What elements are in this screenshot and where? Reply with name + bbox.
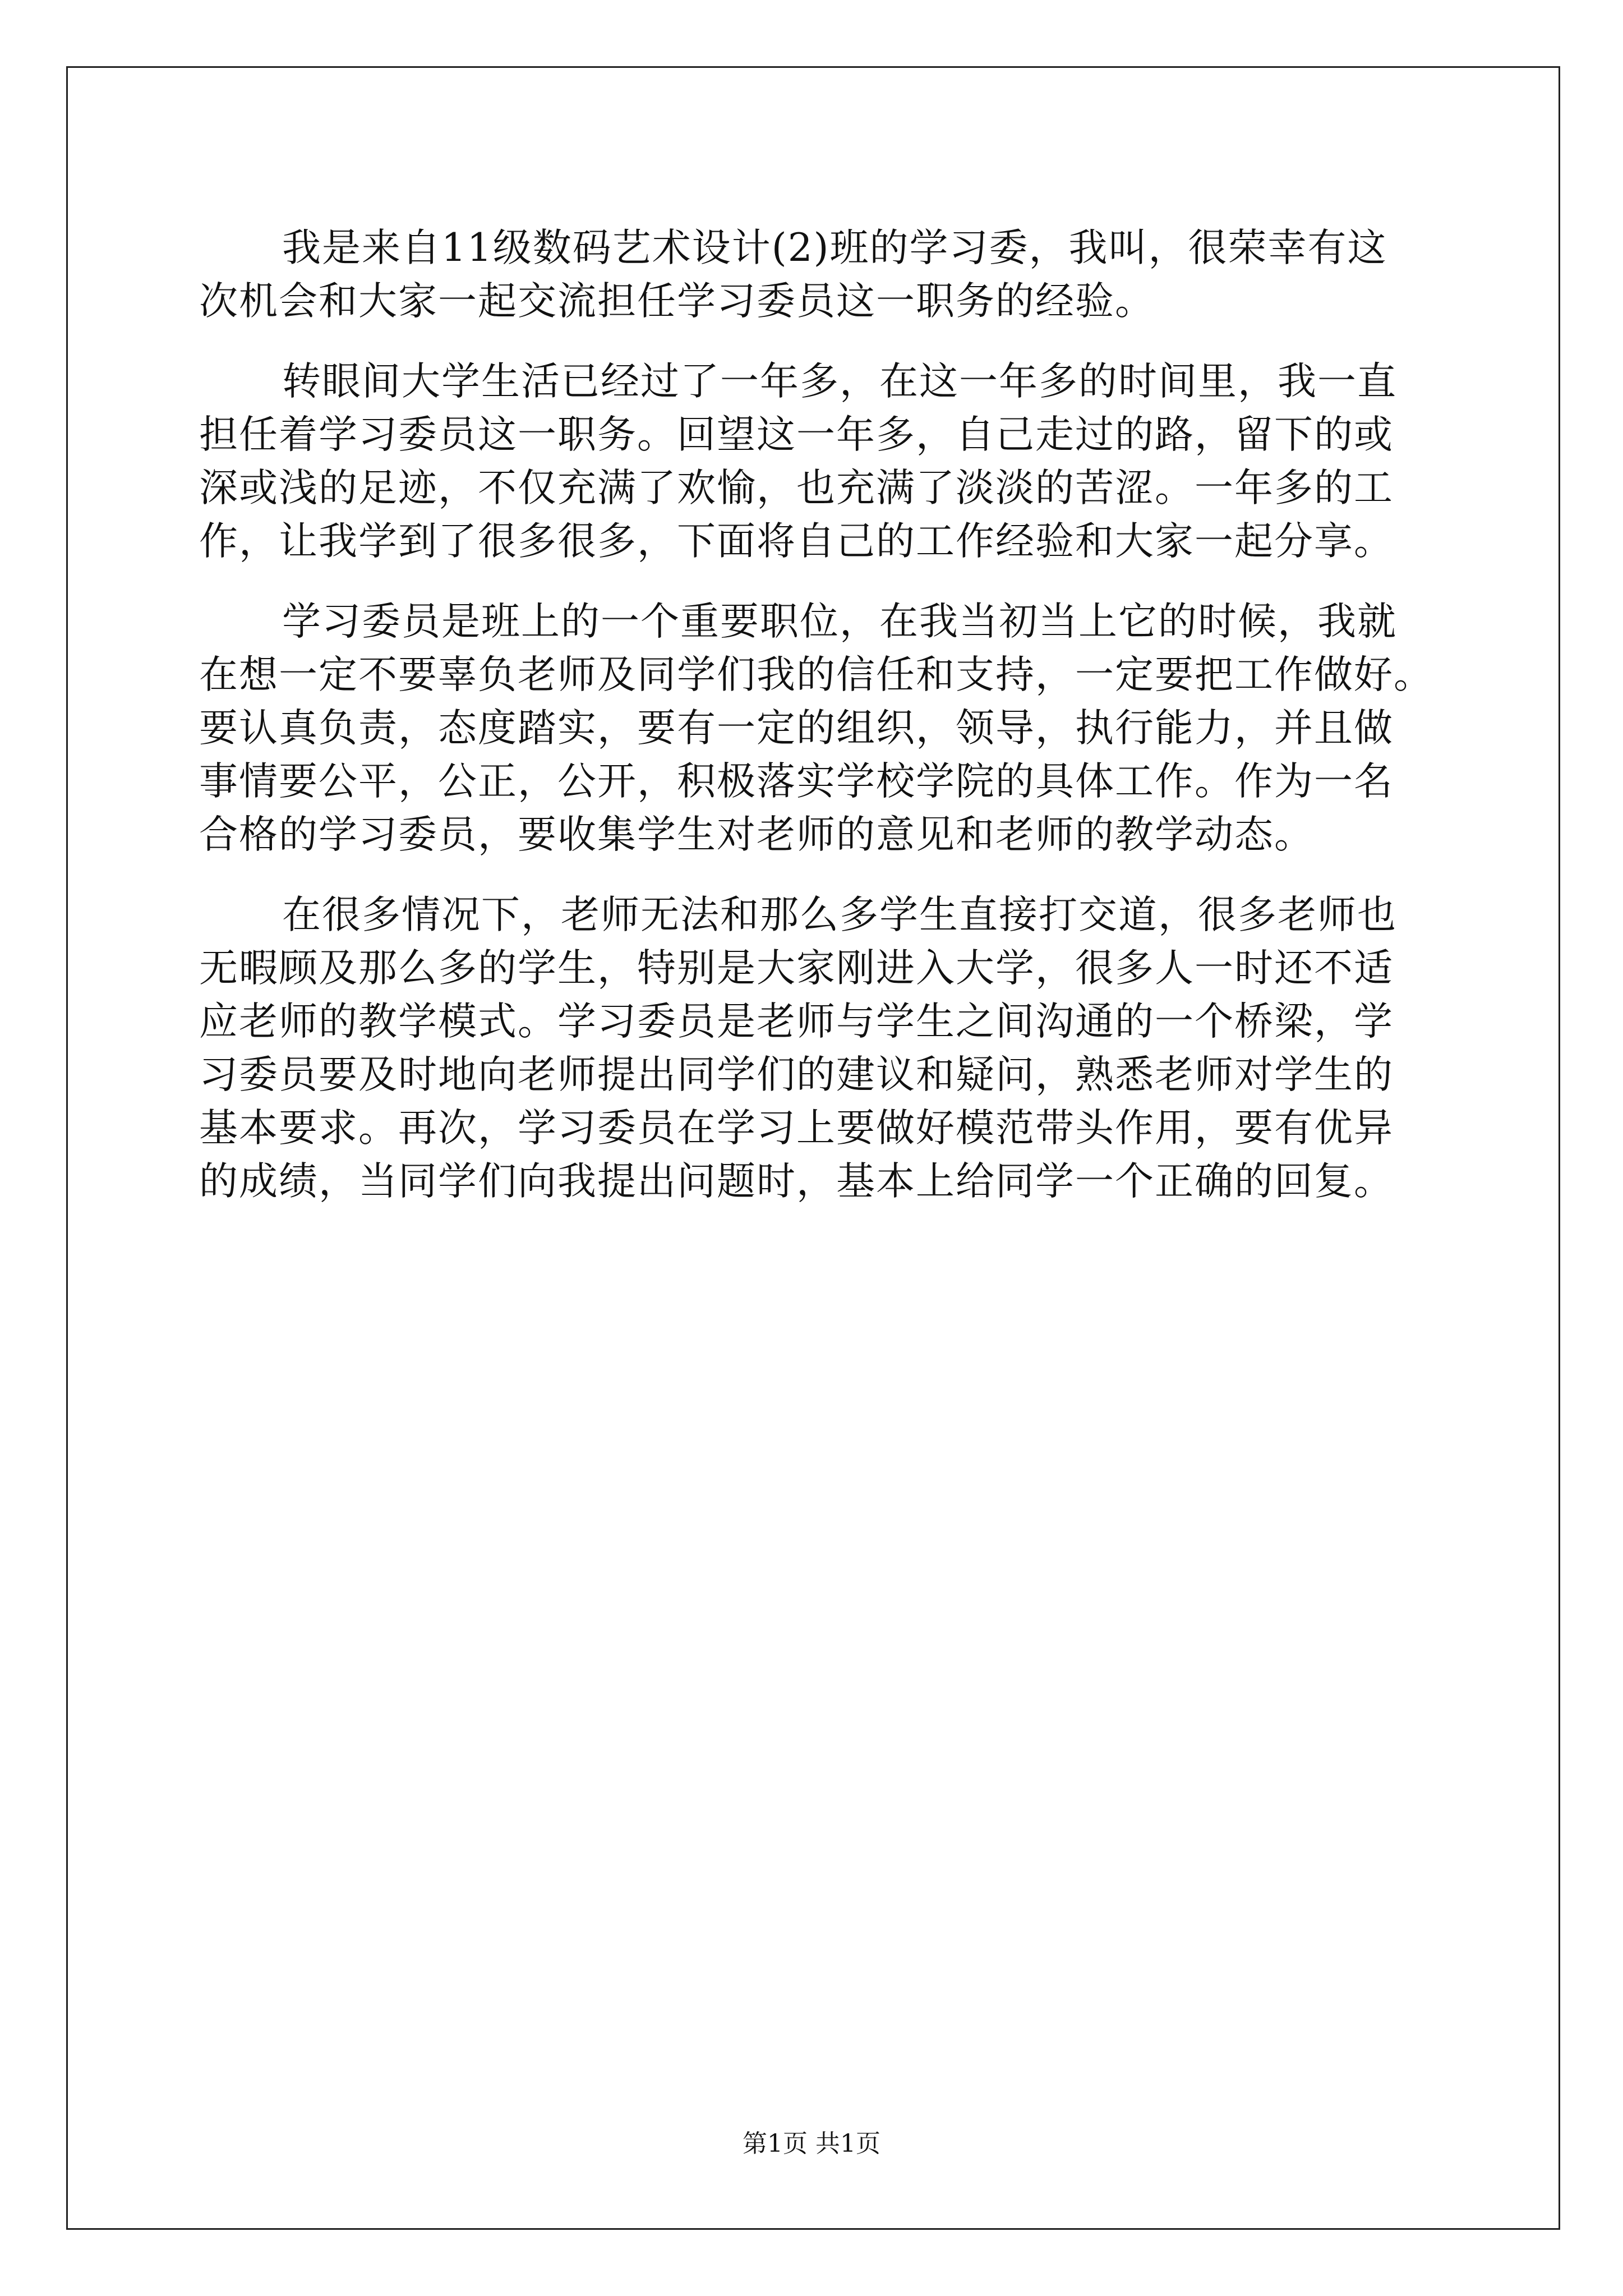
- paragraph-line: 基本要求。再次，学习委员在学习上要做好模范带头作用，要有优异: [199, 1106, 1394, 1151]
- paragraph-line: 在很多情况下，老师无法和那么多学生直接打交道，很多老师也: [282, 892, 1397, 937]
- paragraph-line: 应老师的教学模式。学习委员是老师与学生之间沟通的一个桥梁，学: [199, 999, 1394, 1044]
- paragraph-line: 无暇顾及那么多的学生，特别是大家刚进入大学，很多人一时还不适: [199, 946, 1394, 991]
- paragraph-1: [199, 222, 1455, 328]
- paragraph-line: 在想一定不要辜负老师及同学们我的信任和支持，一定要把工作做好。: [199, 652, 1433, 697]
- page-number-footer: 第1页 共1页: [743, 2129, 880, 2158]
- paragraph-3: [199, 595, 1455, 862]
- paragraph-line: 的成绩，当同学们向我提出问题时，基本上给同学一个正确的回复。: [199, 1159, 1394, 1204]
- paragraph-2: [199, 355, 1455, 568]
- paragraph-line: 合格的学习委员，要收集学生对老师的意见和老师的教学动态。: [199, 812, 1314, 857]
- paragraph-line: 学习委员是班上的一个重要职位，在我当初当上它的时候，我就: [282, 599, 1397, 644]
- paragraph-line: 我是来自11级数码艺术设计(2)班的学习委，我叫，很荣幸有这: [282, 226, 1387, 270]
- document-body: [199, 222, 1455, 1208]
- paragraph-line: 深或浅的足迹，不仅充满了欢愉，也充满了淡淡的苦涩。一年多的工: [199, 466, 1394, 510]
- paragraph-line: 转眼间大学生活已经过了一年多，在这一年多的时间里，我一直: [282, 359, 1397, 404]
- paragraph-line: 担任着学习委员这一职务。回望这一年多，自己走过的路，留下的或: [199, 412, 1394, 457]
- paragraph-line: 次机会和大家一起交流担任学习委员这一职务的经验。: [199, 279, 1155, 324]
- paragraph-4: [199, 889, 1455, 1208]
- paragraph-line: 作，让我学到了很多很多，下面将自己的工作经验和大家一起分享。: [199, 519, 1394, 564]
- paragraph-line: 习委员要及时地向老师提出同学们的建议和疑问，熟悉老师对学生的: [199, 1052, 1394, 1097]
- paragraph-line: 要认真负责，态度踏实，要有一定的组织，领导，执行能力，并且做: [199, 706, 1394, 751]
- paragraph-line: 事情要公平，公正，公开，积极落实学校学院的具体工作。作为一名: [199, 759, 1394, 804]
